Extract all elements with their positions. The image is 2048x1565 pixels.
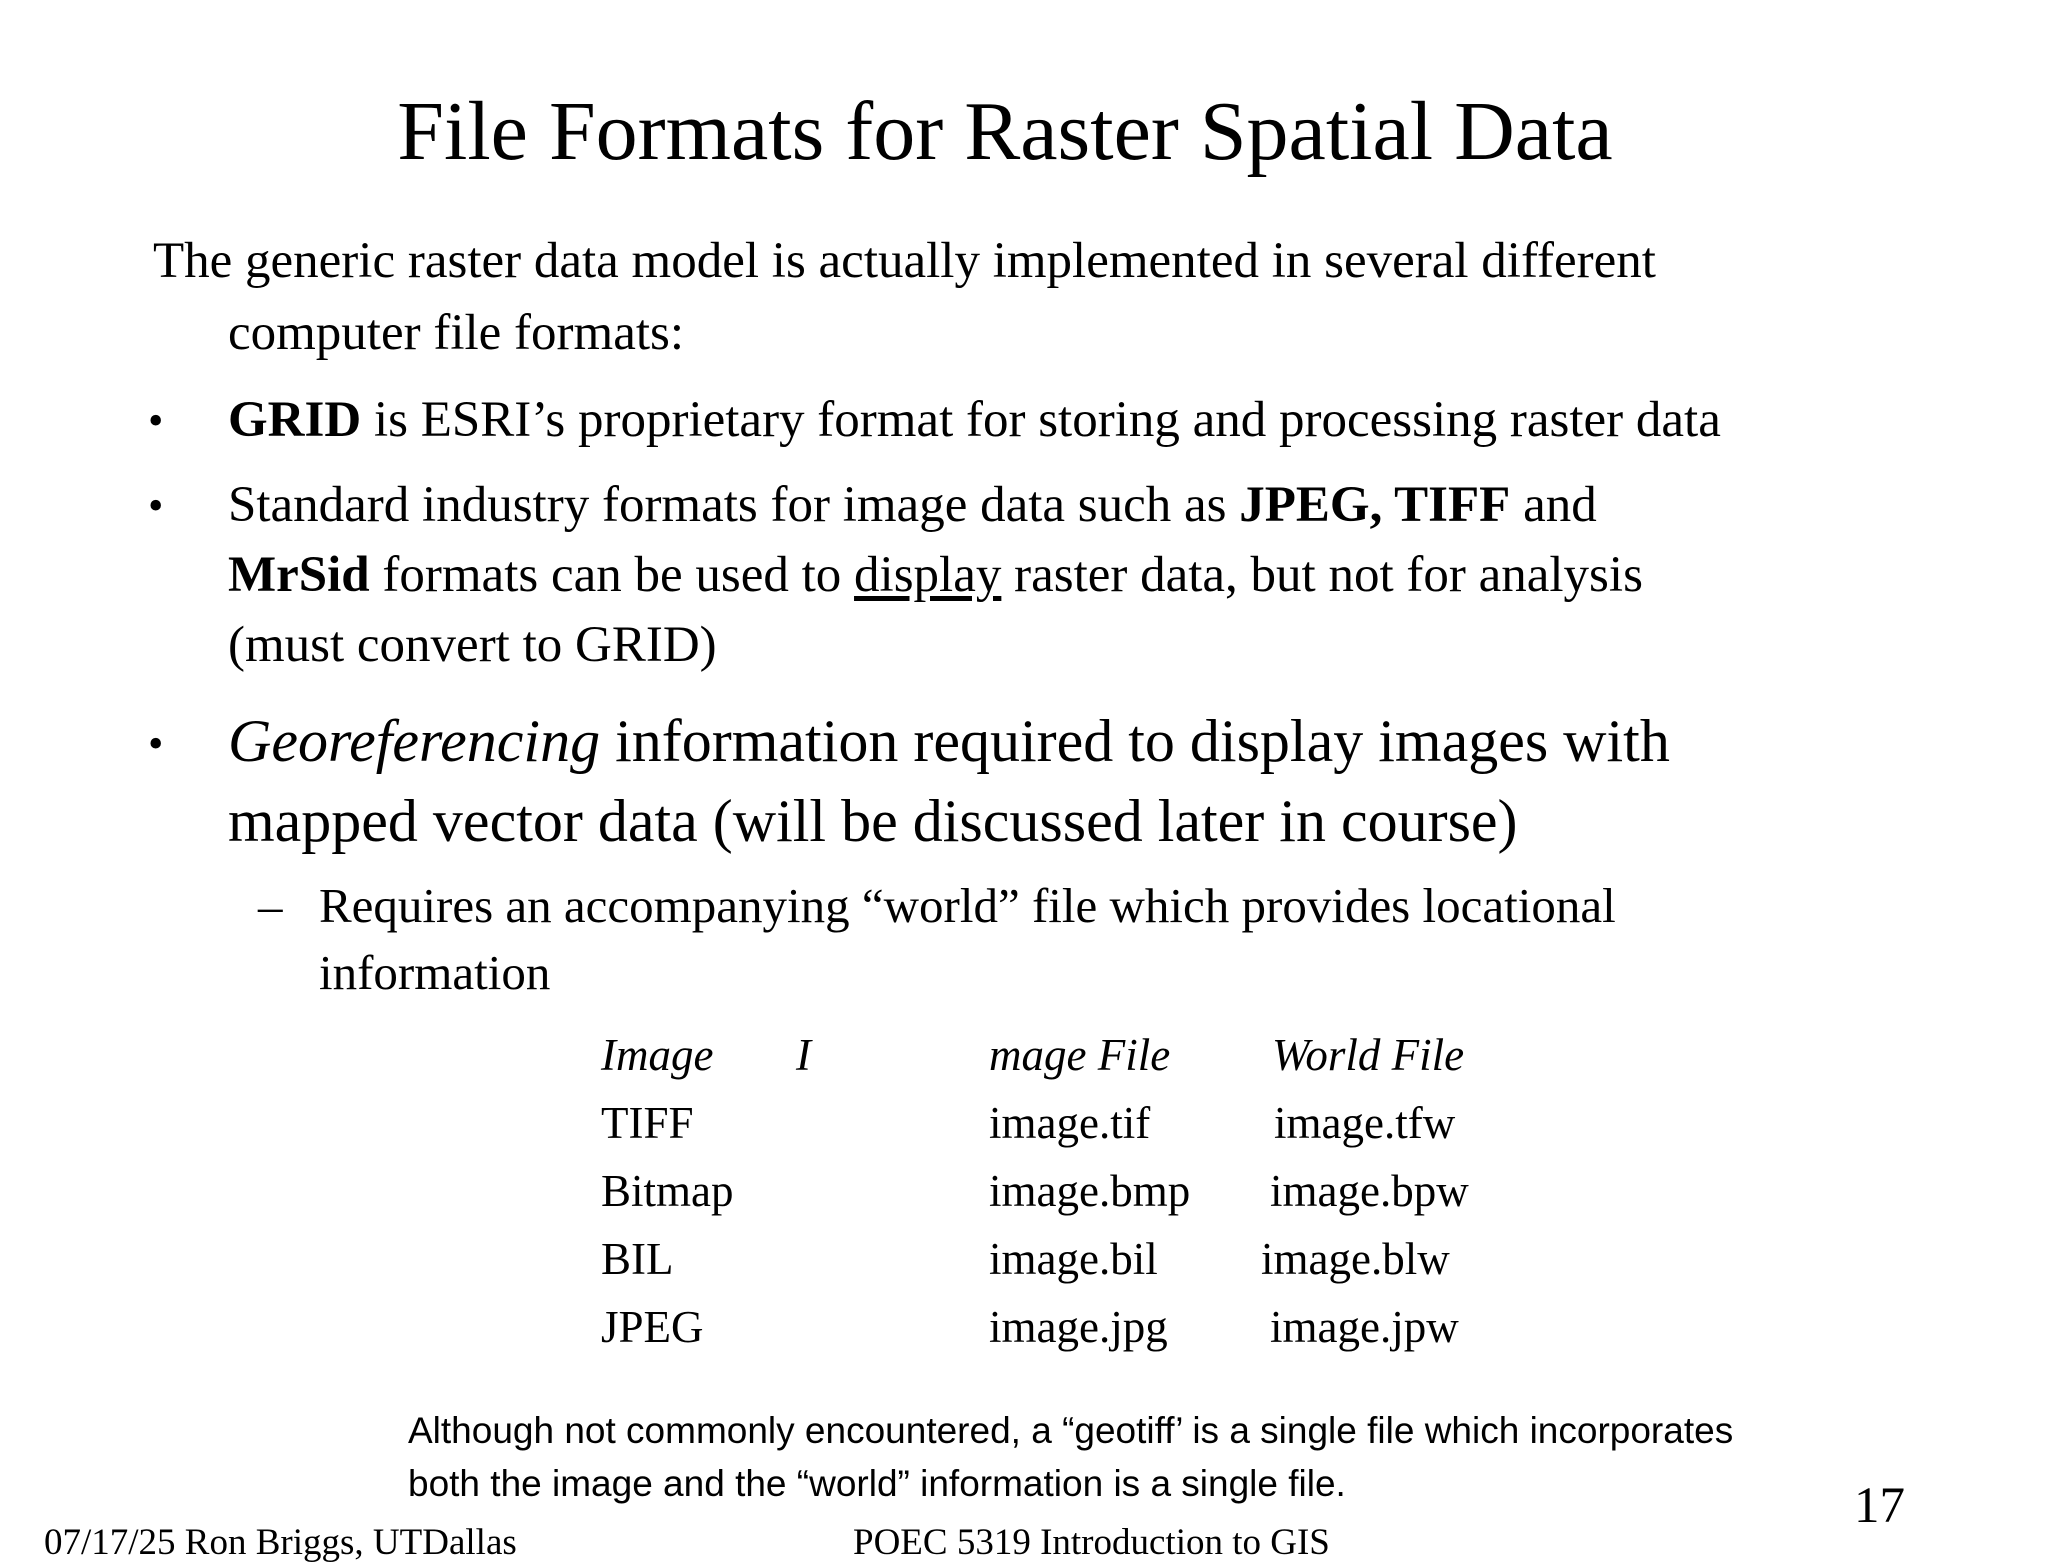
bullet-2-and: and (1510, 477, 1597, 533)
bullet-2-line-2 (228, 540, 1643, 610)
bullet-3-rest: information required to display images with (600, 708, 1670, 774)
bullet-2-mrsid-bold: MrSid (228, 547, 370, 603)
bullet-3-marker: • (148, 719, 164, 768)
bullet-2-line-3: (must convert to GRID) (228, 617, 717, 673)
bullet-2-line-1 (228, 470, 1597, 540)
bullet-3-italic: Georeferencing (228, 708, 601, 774)
table-header-image-file: mage File (989, 1030, 1171, 1080)
bullet-3-line-2: mapped vector data (will be discussed later in course) (228, 788, 1518, 854)
table-header-stray: I (796, 1030, 811, 1080)
intro-line-2: computer file formats: (228, 305, 685, 361)
bullet-1-bold: GRID (228, 392, 362, 448)
bullet-2-text: Standard industry formats for image data such as (228, 477, 1240, 533)
table-row-3-world-file: image.blw (1261, 1234, 1450, 1284)
table-row-1-world-file: image.tfw (1274, 1098, 1456, 1148)
bullet-2-display-underline: display (854, 547, 1002, 603)
bullet-1-text (228, 385, 1721, 455)
geotiff-note-line-1: Although not commonly encountered, a “geotiff’ is a single file which incorporates (408, 1410, 1734, 1451)
table-row-1-image-file: image.tif (989, 1098, 1151, 1148)
bullet-3-line-1 (228, 700, 1670, 782)
table-header-world-file: World File (1272, 1030, 1465, 1080)
sub-bullet-line-1: Requires an accompanying “world” file which provides locational (319, 878, 1616, 933)
table-row-4-image: JPEG (601, 1302, 704, 1352)
sub-bullet-line-2: information (319, 945, 551, 1000)
sub-bullet-marker: – (258, 878, 283, 933)
bullet-1-rest: is ESRI’s proprietary format for storing and processing raster data (361, 392, 1721, 448)
bullet-1-marker: • (148, 396, 164, 445)
table-row-1-image: TIFF (601, 1098, 694, 1148)
table-row-3-image-file: image.bil (989, 1234, 1158, 1284)
table-row-2-image: Bitmap (601, 1166, 734, 1216)
geotiff-note-line-2: both the image and the “world” information is a single file. (408, 1463, 1346, 1504)
footer-left: 07/17/25 Ron Briggs, UTDallas (44, 1522, 517, 1563)
table-row-3-image: BIL (601, 1234, 674, 1284)
table-row-4-world-file: image.jpw (1270, 1302, 1459, 1352)
bullet-2-marker: • (148, 481, 164, 530)
table-row-4-image-file: image.jpg (989, 1302, 1168, 1352)
page-number: 17 (1854, 1478, 1905, 1534)
footer-center: POEC 5319 Introduction to GIS (853, 1522, 1330, 1563)
bullet-2-post: raster data, but not for analysis (1001, 547, 1643, 603)
table-row-2-image-file: image.bmp (989, 1166, 1191, 1216)
table-row-2-world-file: image.bpw (1270, 1166, 1469, 1216)
bullet-2-formats-bold: JPEG, TIFF (1239, 477, 1511, 533)
slide-title: File Formats for Raster Spatial Data (397, 85, 1613, 178)
intro-line-1: The generic raster data model is actually implemented in several different (153, 233, 1656, 289)
table-header-image: Image (601, 1030, 714, 1080)
bullet-2-mid: formats can be used to (369, 547, 855, 603)
